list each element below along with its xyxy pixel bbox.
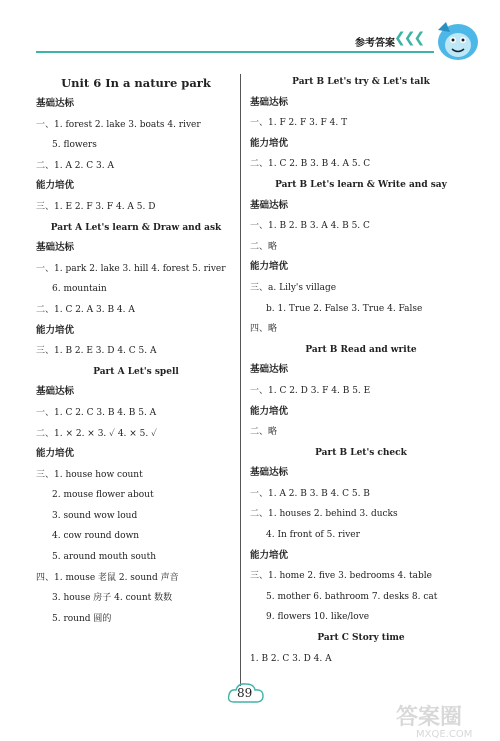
page-number: 89 — [237, 686, 253, 700]
right-line: 基础达标 — [250, 199, 289, 211]
left-line: 一、1. park 2. lake 3. hill 4. forest 5. river — [36, 263, 226, 274]
left-line: 一、1. forest 2. lake 3. boats 4. river — [36, 119, 201, 130]
right-line: 能力培优 — [250, 549, 289, 561]
svg-text:答案圈: 答案圈 — [396, 705, 463, 730]
left-line: 能力培优 — [36, 448, 75, 460]
right-line: 9. flowers 10. like/love — [266, 612, 370, 623]
right-line: 三、1. home 2. five 3. bedrooms 4. table — [250, 571, 432, 582]
left-line: 能力培优 — [36, 180, 75, 192]
right-line: 一、1. C 2. D 3. F 4. B 5. E — [250, 385, 371, 396]
left-line: 二、1. × 2. × 3. ✓ 4. × 5. ✓ — [36, 428, 157, 439]
left-line: 5. round 圆的 — [52, 613, 112, 624]
right-line: Part B Let's learn & Write and say — [275, 179, 447, 190]
left-line: Part A Let's learn & Draw and ask — [50, 222, 222, 233]
right-line: b. 1. True 2. False 3. True 4. False — [266, 303, 423, 314]
watermark-logo — [394, 700, 492, 740]
right-line: 一、1. F 2. F 3. F 4. T — [250, 118, 348, 129]
right-line: 1. B 2. C 3. D 4. A — [250, 653, 332, 664]
right-line: 二、1. houses 2. behind 3. ducks — [250, 509, 398, 520]
right-line: 二、略 — [250, 427, 278, 438]
column-divider — [240, 74, 241, 686]
left-line: Part A Let's spell — [93, 366, 179, 377]
right-line: 4. In front of 5. river — [266, 530, 360, 541]
right-line: Part C Story time — [317, 633, 405, 644]
left-line: 三、1. house how count — [36, 469, 143, 480]
right-line: Part B Let's try & Let's talk — [292, 77, 430, 87]
svg-text:MXQE.COM: MXQE.COM — [416, 729, 473, 740]
right-line: 二、1. C 2. B 3. B 4. A 5. C — [250, 159, 371, 170]
header-label: 参考答案 — [355, 38, 395, 49]
left-line: 6. mountain — [52, 284, 107, 295]
mascot-icon — [428, 18, 484, 64]
right-line: 基础达标 — [250, 364, 289, 376]
left-line: 3. sound wow loud — [52, 510, 138, 521]
left-line: 2. mouse flower about — [52, 490, 154, 501]
right-line: 四、略 — [250, 324, 278, 335]
right-line: 5. mother 6. bathroom 7. desks 8. cat — [266, 591, 438, 602]
right-line: Part B Let's check — [315, 447, 407, 458]
left-line: 二、1. A 2. C 3. A — [36, 160, 114, 171]
left-line: 基础达标 — [36, 98, 75, 109]
left-line: 3. house 房子 4. count 数数 — [52, 593, 173, 604]
header-rule — [36, 51, 434, 53]
right-line: Part B Read and write — [305, 344, 417, 355]
right-line: 三、a. Lily's village — [250, 282, 337, 293]
right-line: 一、1. A 2. B 3. B 4. C 5. B — [250, 488, 370, 499]
chevrons-icon: ❮❮❮ — [394, 30, 424, 46]
left-line: 基础达标 — [36, 242, 75, 254]
right-column — [250, 72, 472, 669]
left-line: 能力培优 — [36, 324, 75, 336]
left-line: 5. around mouth south — [52, 552, 157, 563]
left-line: 一、1. C 2. C 3. B 4. B 5. A — [36, 407, 157, 418]
left-line: 5. flowers — [52, 140, 97, 151]
left-column — [36, 72, 236, 629]
left-line: 四、1. mouse 老鼠 2. sound 声音 — [36, 572, 179, 583]
right-line: 基础达标 — [250, 467, 289, 479]
right-line: 能力培优 — [250, 137, 289, 149]
left-line: 基础达标 — [36, 386, 75, 398]
right-line: 基础达标 — [250, 96, 289, 108]
left-line: 三、1. E 2. F 3. F 4. A 5. D — [36, 201, 156, 212]
right-line: 一、1. B 2. B 3. A 4. B 5. C — [250, 221, 370, 232]
right-line: 能力培优 — [250, 405, 289, 417]
right-line: 二、略 — [250, 241, 278, 252]
right-line: 能力培优 — [250, 261, 289, 273]
left-line: Unit 6 In a nature park — [61, 76, 211, 90]
left-line: 二、1. C 2. A 3. B 4. A — [36, 304, 135, 315]
left-line: 4. cow round down — [52, 531, 140, 542]
left-line: 三、1. B 2. E 3. D 4. C 5. A — [36, 346, 157, 357]
